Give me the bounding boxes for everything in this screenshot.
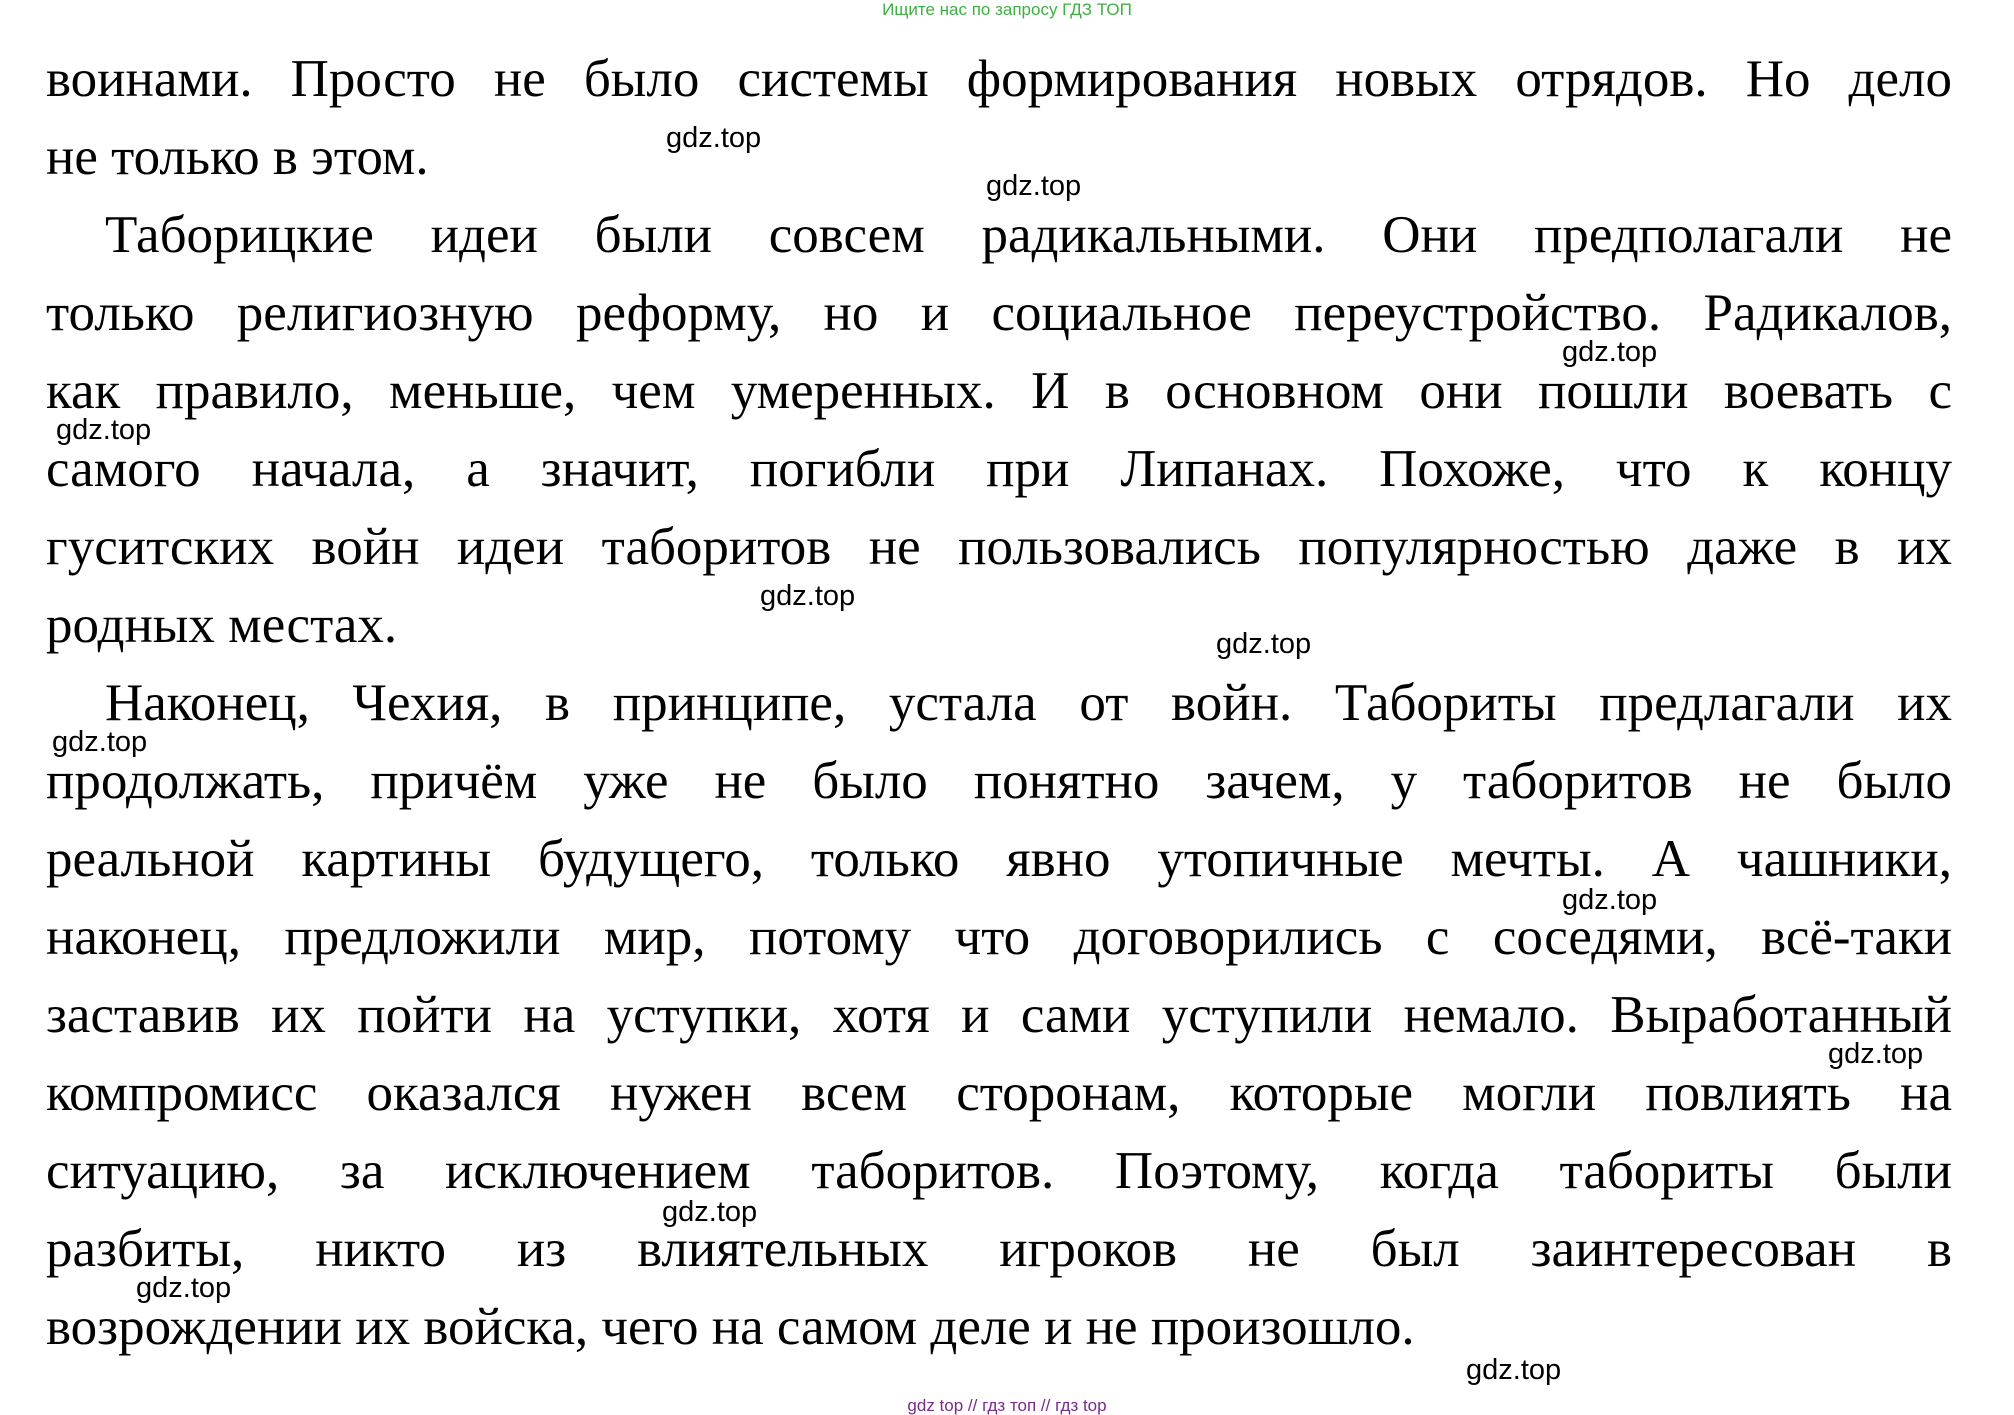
text-line: заставив их пойти на уступки, хотя и сами уступили немало. Выработанный [46, 986, 1952, 1044]
text-line: как правило, меньше, чем умеренных. И в основном они пошли воевать с [46, 362, 1952, 420]
watermark-label: gdz.top [1466, 1354, 1562, 1386]
header-search-note: Ищите нас по запросу ГДЗ ТОП [882, 0, 1132, 19]
text-line: только религиозную реформу, но и социальное переустройство. Радикалов, [46, 284, 1952, 342]
text-line: реальной картины будущего, только явно утопичные мечты. А чашники, [46, 830, 1952, 888]
watermark-label: gdz.top [1562, 336, 1658, 368]
text-line: наконец, предложили мир, потому что договорились с соседями, всё-таки [46, 908, 1952, 966]
text-line: возрождении их войска, чего на самом деле и не произошло. [46, 1298, 1415, 1356]
watermark-label: gdz.top [52, 726, 148, 758]
watermark-label: gdz.top [136, 1272, 232, 1304]
text-line: Наконец, Чехия, в принципе, устала от войн. Табориты предлагали их [105, 674, 1952, 732]
text-line: самого начала, а значит, погибли при Липанах. Похоже, что к концу [46, 440, 1952, 498]
text-line: продолжать, причём уже не было понятно зачем, у таборитов не было [46, 752, 1952, 810]
text-line: разбиты, никто из влиятельных игроков не был заинтересован в [46, 1220, 1952, 1278]
watermark-label: gdz.top [986, 170, 1082, 202]
watermark-label: gdz.top [1216, 628, 1312, 660]
text-line: гуситских войн идеи таборитов не пользовались популярностью даже в их [46, 518, 1952, 576]
watermark-label: gdz.top [666, 122, 762, 154]
watermark-label: gdz.top [662, 1196, 758, 1228]
watermark-label: gdz.top [760, 580, 856, 612]
watermark-label: gdz.top [1828, 1038, 1924, 1070]
text-line: родных местах. [46, 596, 398, 654]
text-line: ситуацию, за исключением таборитов. Поэтому, когда табориты были [46, 1142, 1952, 1200]
watermark-label: gdz.top [1562, 884, 1658, 916]
document-text [46, 40, 1952, 1366]
text-line: компромисс оказался нужен всем сторонам, которые могли повлиять на [46, 1064, 1952, 1122]
text-line: не только в этом. [46, 128, 429, 186]
footer-note: gdz top // гдз топ // гдз top [907, 1396, 1107, 1415]
watermark-label: gdz.top [56, 414, 152, 446]
text-line: Таборицкие идеи были совсем радикальными. Они предполагали не [105, 206, 1952, 264]
text-line: воинами. Просто не было системы формирования новых отрядов. Но дело [46, 50, 1952, 108]
